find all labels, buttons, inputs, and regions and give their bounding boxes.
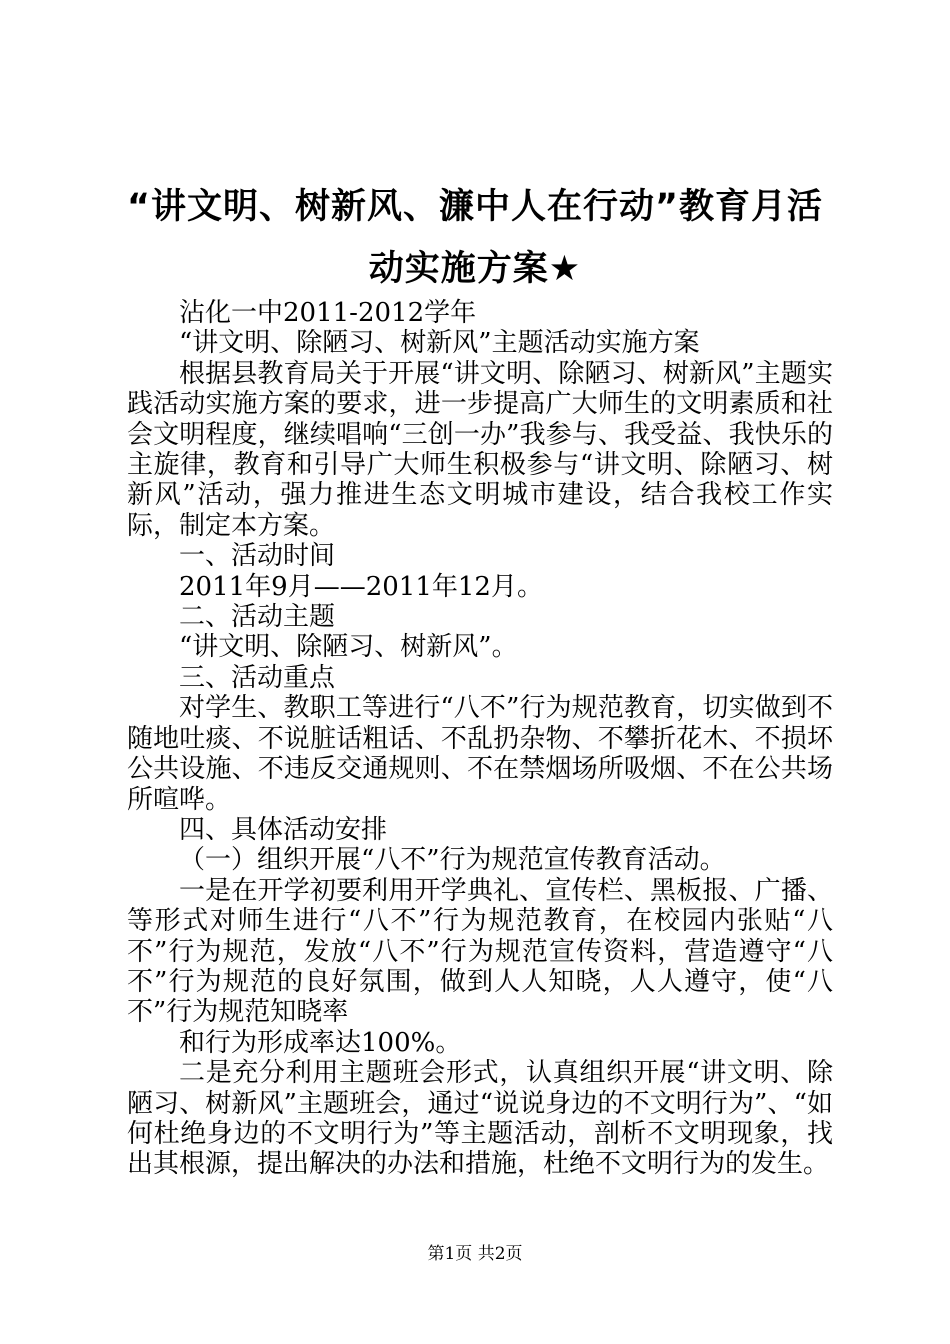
paragraph: （一）组织开展“八不”行为规范宣传教育活动。 [179,845,726,876]
paragraph: 对学生、教职工等进行“八不”行为规范教育，切实做到不随地吐痰、不说脏话粗话、不乱扔杂物、不攀折花木、不损坏公共设施、不违反交通规则、不在禁烟场所吸烟、不在公共场所喧哗。 [127,693,833,815]
paragraph: 二、活动主题 [179,602,336,633]
paragraph: 2011年9月——2011年12月。 [179,571,543,602]
page-footer: 第1页 共2页 [427,1244,523,1264]
document-title: “讲文明、树新风、濂中人在行动”教育月活动实施方案★ [126,187,823,289]
paragraph: 根据县教育局关于开展“讲文明、除陋习、树新风”主题实践活动实施方案的要求，进一步提高广大师生的文明素质和社会文明程度，继续唱响“三创一办”我参与、我受益、我快乐的主旋律，教育和引导广大师生积极参与“讲文明、除陋习、树新风”活动，强力推进生态文明城市建设，结合我校工作实际，制定本方案。 [127,358,833,541]
paragraph: 三、活动重点 [179,662,336,693]
paragraph: 一是在开学初要利用开学典礼、宣传栏、黑板报、广播、等形式对师生进行“八不”行为规范教育，在校园内张贴“八不”行为规范，发放“八不”行为规范宣传资料，营造遵守“八不”行为规范的良好氛围，做到人人知晓，人人遵守，使“八不”行为规范知晓率 [127,875,833,1028]
document-body [127,298,833,1180]
paragraph: 二是充分利用主题班会形式，认真组织开展“讲文明、除陋习、树新风”主题班会，通过“说说身边的不文明行为”、“如何杜绝身边的不文明行为”等主题活动，剖析不文明现象，找出其根源，提出解决的办法和措施，杜绝不文明行为的发生。 [127,1058,833,1180]
paragraph: 和行为形成率达100%。 [179,1027,462,1058]
paragraph: 四、具体活动安排 [179,814,388,845]
paragraph: 一、活动时间 [179,541,336,572]
paragraph: 沾化一中2011-2012学年 [179,298,477,328]
paragraph: “讲文明、除陋习、树新风”主题活动实施方案 [179,328,700,359]
paragraph: “讲文明、除陋习、树新风”。 [179,632,518,663]
